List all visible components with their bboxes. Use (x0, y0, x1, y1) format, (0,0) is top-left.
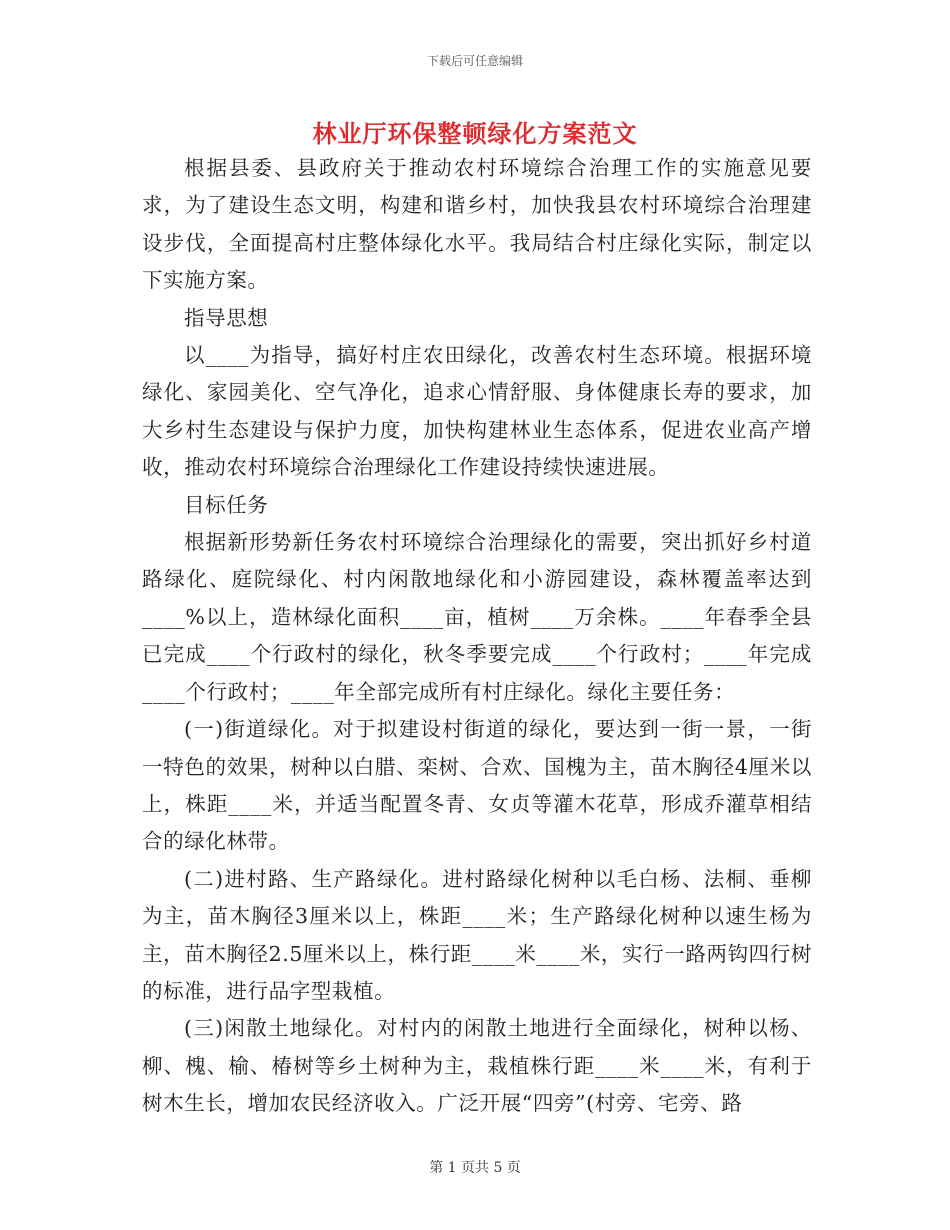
paragraph-idle-land-greening: (三)闲散土地绿化。对村内的闲散土地进行全面绿化，树种以杨、柳、槐、榆、椿树等乡土树种为主，栽植株行距____米____米，有利于树木生长，增加农民经济收入。广泛开展“四旁”(村旁、宅旁、路 (142, 1016, 812, 1116)
paragraph-road-greening: (二)进村路、生产路绿化。进村路绿化树种以毛白杨、法桐、垂柳为主，苗木胸径3厘米以上，株距____米；生产路绿化树种以速生杨为主，苗木胸径2.5厘米以上，株行距____米____米，实行一路两钩四行树的标准，进行品字型栽植。 (142, 866, 812, 1003)
paragraph-street-greening: (一)街道绿化。对于拟建设村街道的绿化，要达到一街一景，一街一特色的效果，树种以白腊、栾树、合欢、国槐为主，苗木胸径4厘米以上，株距____米，并适当配置冬青、女贞等灌木花草，形成乔灌草相结合的绿化林带。 (142, 717, 812, 854)
heading-targets: 目标任务 (184, 492, 269, 517)
paragraph-intro: 根据县委、县政府关于推动农村环境综合治理工作的实施意见要求，为了建设生态文明，构建和谐乡村，加快我县农村环境综合治理建设步伐，全面提高村庄整体绿化水平。我局结合村庄绿化实际，制定以下实施方案。 (142, 156, 812, 293)
heading-guiding-ideology: 指导思想 (184, 305, 269, 330)
page-header: 下载后可任意编辑 (426, 54, 523, 68)
document-title: 林业厅环保整顿绿化方案范文 (312, 119, 638, 148)
document-body (142, 150, 812, 1123)
paragraph-guiding-ideology: 以____为指导，搞好村庄农田绿化，改善农村生态环境。根据环境绿化、家园美化、空气净化，追求心情舒服、身体健康长寿的要求，加大乡村生态建设与保护力度，加快构建林业生态体系，促进农业高产增收，推动农村环境综合治理绿化工作建设持续快速进展。 (142, 343, 812, 480)
page-footer: 第 1 页共 5 页 (429, 1160, 521, 1176)
paragraph-targets: 根据新形势新任务农村环境综合治理绿化的需要，突出抓好乡村道路绿化、庭院绿化、村内闲散地绿化和小游园建设，森林覆盖率达到____%以上，造林绿化面积____亩，植树____万余株。____年春季全县已完成____个行政村的绿化，秋冬季要完成____个行政村；____年完成____个行政村；____年全部完成所有村庄绿化。绿化主要任务： (142, 530, 812, 704)
